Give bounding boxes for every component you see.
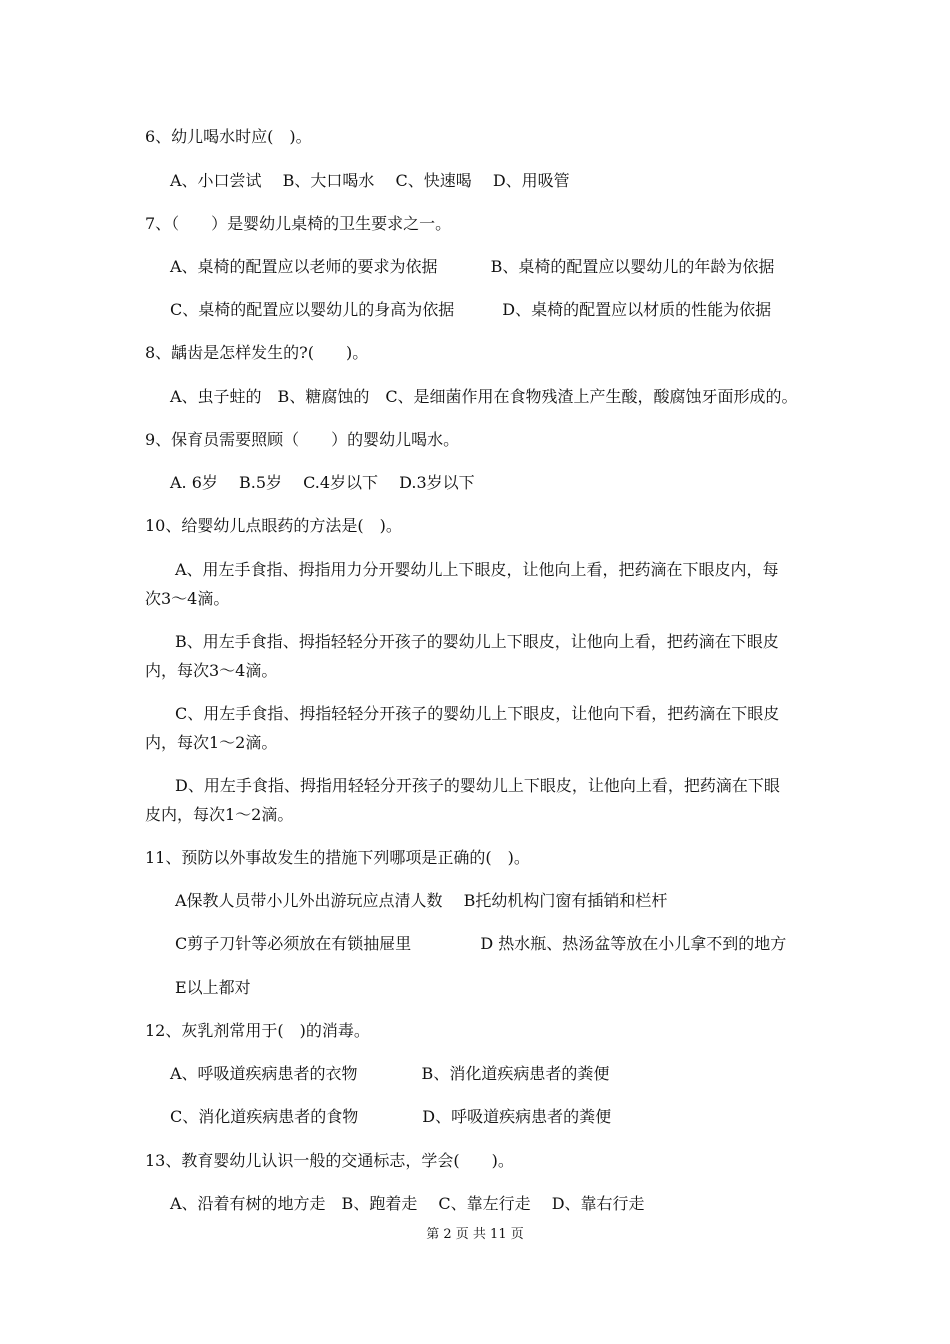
question-11-options-ab: A保教人员带小儿外出游玩应点清人数 B托幼机构门窗有插销和栏杆	[175, 891, 668, 910]
question-12-options-cd: C、消化道疾病患者的食物 D、呼吸道疾病患者的粪便	[170, 1107, 612, 1126]
question-9: 9、保育员需要照顾（ ）的婴幼儿喝水。	[145, 430, 460, 449]
question-10: 10、给婴幼儿点眼药的方法是( )。	[145, 516, 402, 535]
question-10-option-d-line1: D、用左手食指、拇指用轻轻分开孩子的婴幼儿上下眼皮，让他向上看，把药滴在下眼	[175, 776, 780, 795]
page-footer: 第 2 页 共 11 页	[426, 1227, 524, 1242]
question-11-option-e: E以上都对	[175, 978, 251, 997]
question-10-option-a-line1: A、用左手食指、拇指用力分开婴幼儿上下眼皮，让他向上看，把药滴在下眼皮内，每	[175, 560, 779, 579]
question-10-option-d-line2: 皮内，每次1～2滴。	[145, 805, 294, 824]
question-11: 11、预防以外事故发生的措施下列哪项是正确的( )。	[145, 848, 530, 867]
question-11-options-cd: C剪子刀针等必须放在有锁抽屉里 D 热水瓶、热汤盆等放在小儿拿不到的地方	[175, 934, 787, 953]
question-12-options-ab: A、呼吸道疾病患者的衣物 B、消化道疾病患者的粪便	[170, 1064, 610, 1083]
question-6-options: A、小口尝试 B、大口喝水 C、快速喝 D、用吸管	[170, 171, 570, 190]
question-12: 12、灰乳剂常用于( )的消毒。	[145, 1021, 370, 1040]
question-8-options: A、虫子蛀的 B、糖腐蚀的 C、是细菌作用在食物残渣上产生酸，酸腐蚀牙面形成的。	[170, 387, 798, 406]
question-13: 13、教育婴幼儿认识一般的交通标志，学会( )。	[145, 1151, 514, 1170]
question-10-option-c-line2: 内，每次1～2滴。	[145, 733, 278, 752]
question-7-options-cd: C、桌椅的配置应以婴幼儿的身高为依据 D、桌椅的配置应以材质的性能为依据	[170, 300, 772, 319]
question-6: 6、幼儿喝水时应( )。	[145, 127, 312, 146]
question-8: 8、龋齿是怎样发生的?( )。	[145, 343, 369, 362]
question-7-options-ab: A、桌椅的配置应以老师的要求为依据 B、桌椅的配置应以婴幼儿的年龄为依据	[170, 257, 775, 276]
question-13-options: A、沿着有树的地方走 B、跑着走 C、靠左行走 D、靠右行走	[170, 1194, 645, 1213]
question-10-option-b-line1: B、用左手食指、拇指轻轻分开孩子的婴幼儿上下眼皮，让他向上看，把药滴在下眼皮	[175, 632, 779, 651]
question-10-option-c-line1: C、用左手食指、拇指轻轻分开孩子的婴幼儿上下眼皮，让他向下看，把药滴在下眼皮	[175, 704, 780, 723]
question-9-options: A. 6岁 B.5岁 C.4岁以下 D.3岁以下	[170, 473, 475, 492]
question-7: 7、（ ）是婴幼儿桌椅的卫生要求之一。	[145, 214, 452, 233]
question-10-option-b-line2: 内，每次3～4滴。	[145, 661, 278, 680]
question-10-option-a-line2: 次3～4滴。	[145, 589, 230, 608]
